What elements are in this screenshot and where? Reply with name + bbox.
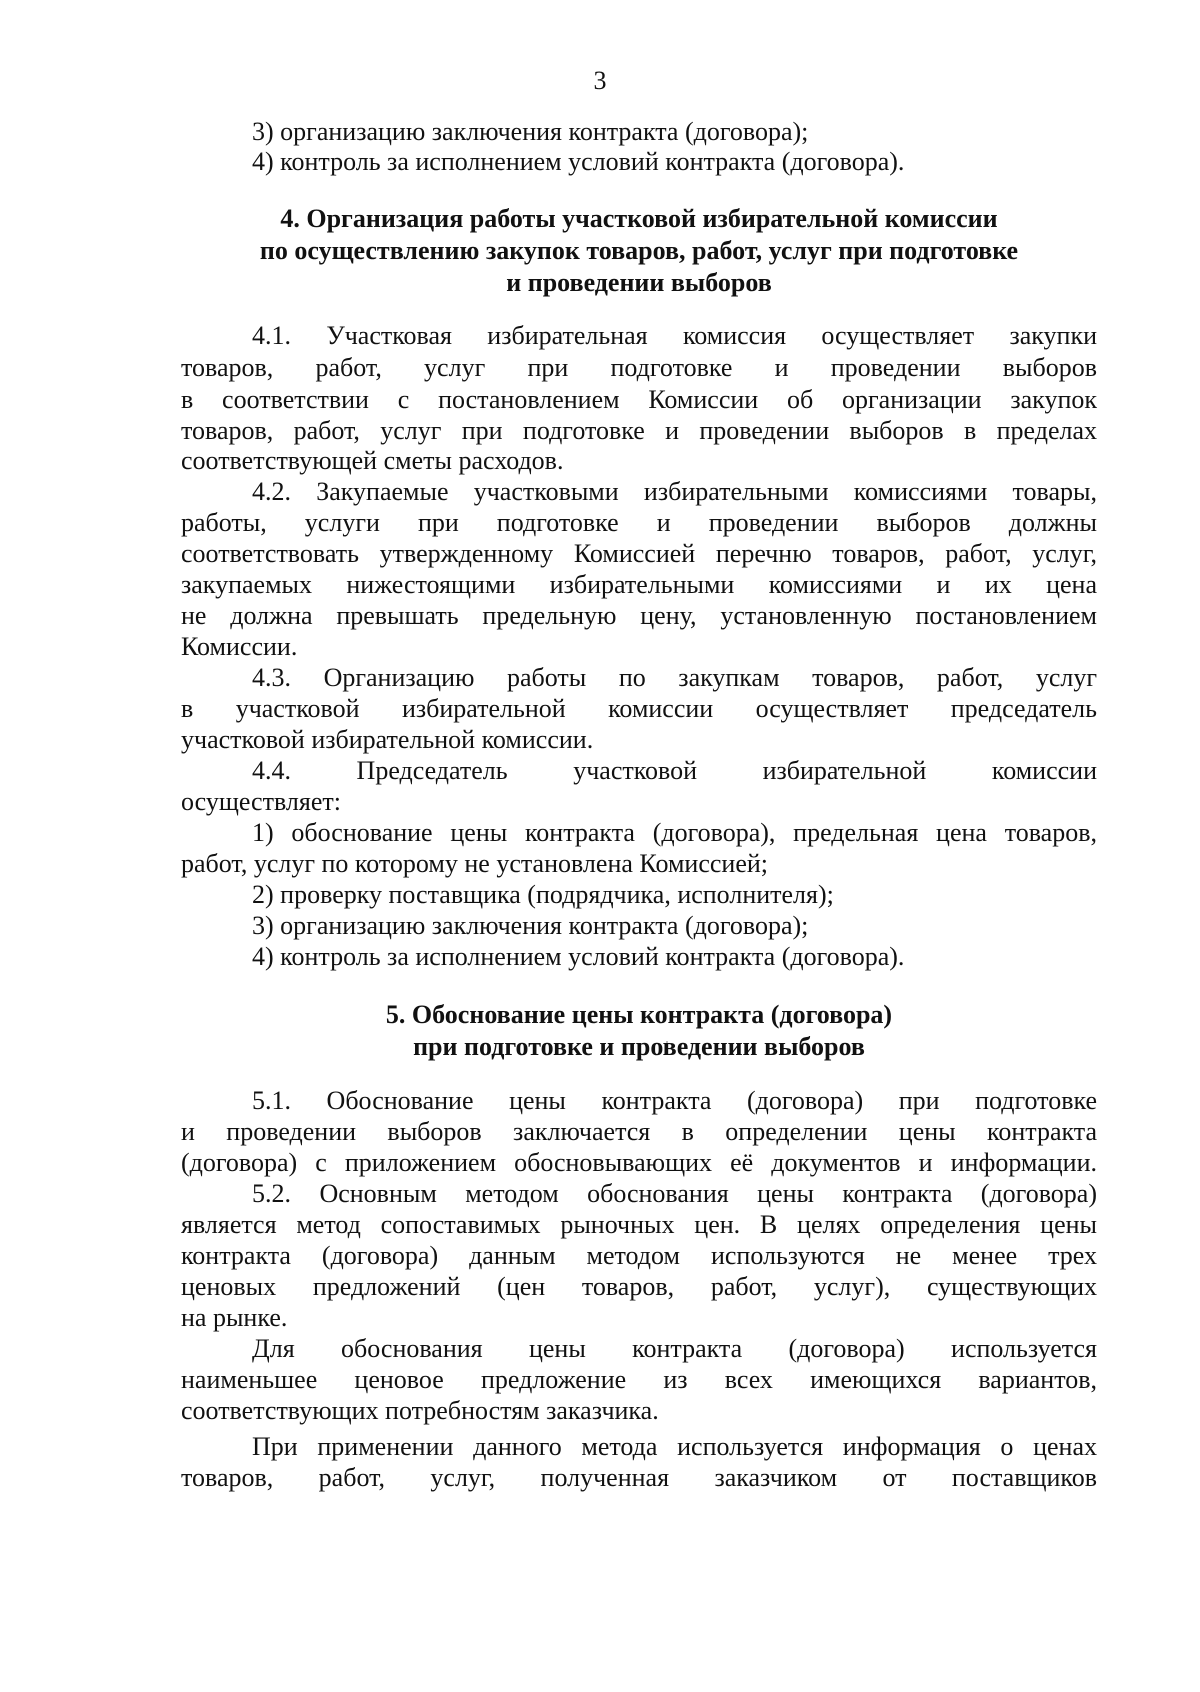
paragraph-line: наименьшее ценовое предложение из всех имеющихся вариантов,	[181, 1365, 1097, 1394]
paragraph-line: не должна превышать предельную цену, установленную постановлением	[181, 601, 1097, 630]
paragraph-line: контракта (договора) данным методом используются не менее трех	[181, 1241, 1097, 1270]
paragraph-line: соответствующих потребностям заказчика.	[181, 1396, 659, 1425]
section-heading-4: 4. Организация работы участковой избирательной комиссии	[280, 204, 998, 233]
paragraph-line: закупаемых нижестоящими избирательными комиссиями и их цена	[181, 570, 1097, 599]
list-item: 3) организацию заключения контракта (договора);	[252, 911, 809, 940]
section-heading-4: и проведении выборов	[506, 268, 772, 297]
paragraph-line: в участковой избирательной комиссии осуществляет председатель	[181, 694, 1097, 723]
paragraph-line: является метод сопоставимых рыночных цен. В целях определения цены	[181, 1210, 1097, 1239]
paragraph-line: соответствовать утвержденному Комиссией перечню товаров, работ, услуг,	[181, 539, 1097, 568]
list-item: 3) организацию заключения контракта (договора);	[252, 117, 809, 146]
list-item: 4) контроль за исполнением условий контракта (договора).	[252, 147, 905, 176]
paragraph-line: 4.3. Организацию работы по закупкам товаров, работ, услуг	[252, 663, 1097, 692]
paragraph-line: Для обоснования цены контракта (договора) используется	[252, 1334, 1097, 1363]
paragraph-line: 5.2. Основным методом обоснования цены контракта (договора)	[252, 1179, 1097, 1208]
paragraph-line: товаров, работ, услуг при подготовке и проведении выборов в пределах	[181, 416, 1097, 445]
paragraph-line: участковой избирательной комиссии.	[181, 725, 594, 754]
paragraph-line: в соответствии с постановлением Комиссии об организации закупок	[181, 385, 1097, 414]
section-heading-5: 5. Обоснование цены контракта (договора)	[385, 1000, 893, 1029]
paragraph-line: и проведении выборов заключается в определении цены контракта	[181, 1117, 1097, 1146]
list-item: 2) проверку поставщика (подрядчика, исполнителя);	[252, 880, 834, 909]
list-item: работ, услуг по которому не установлена Комиссией;	[181, 849, 768, 878]
paragraph-line: товаров, работ, услуг при подготовке и проведении выборов	[181, 353, 1097, 382]
paragraph-line: Комиссии.	[181, 632, 298, 661]
section-heading-4: по осуществлению закупок товаров, работ, услуг при подготовке	[259, 236, 1019, 265]
paragraph-line: ценовых предложений (цен товаров, работ, услуг), существующих	[181, 1272, 1097, 1301]
paragraph-line: на рынке.	[181, 1303, 288, 1332]
paragraph-line: 4.2. Закупаемые участковыми избирательными комиссиями товары,	[252, 477, 1097, 506]
paragraph-line: соответствующей сметы расходов.	[181, 446, 564, 475]
paragraph-line: 5.1. Обоснование цены контракта (договора) при подготовке	[252, 1086, 1097, 1115]
paragraph-line: работы, услуги при подготовке и проведении выборов должны	[181, 508, 1097, 537]
list-item: 4) контроль за исполнением условий контракта (договора).	[252, 942, 905, 971]
page-number: 3	[593, 66, 607, 95]
section-heading-5: при подготовке и проведении выборов	[413, 1032, 865, 1061]
paragraph-line: 4.1. Участковая избирательная комиссия осуществляет закупки	[252, 321, 1097, 350]
list-item: 1) обоснование цены контракта (договора), предельная цена товаров,	[252, 818, 1097, 847]
paragraph-line: 4.4. Председатель участковой избирательной комиссии	[252, 756, 1097, 785]
paragraph-line: товаров, работ, услуг, полученная заказчиком от поставщиков	[181, 1463, 1097, 1492]
paragraph-line: осуществляет:	[181, 787, 341, 816]
paragraph-line: (договора) с приложением обосновывающих её документов и информации.	[181, 1148, 1097, 1177]
paragraph-line: При применении данного метода используется информация о ценах	[252, 1432, 1097, 1461]
